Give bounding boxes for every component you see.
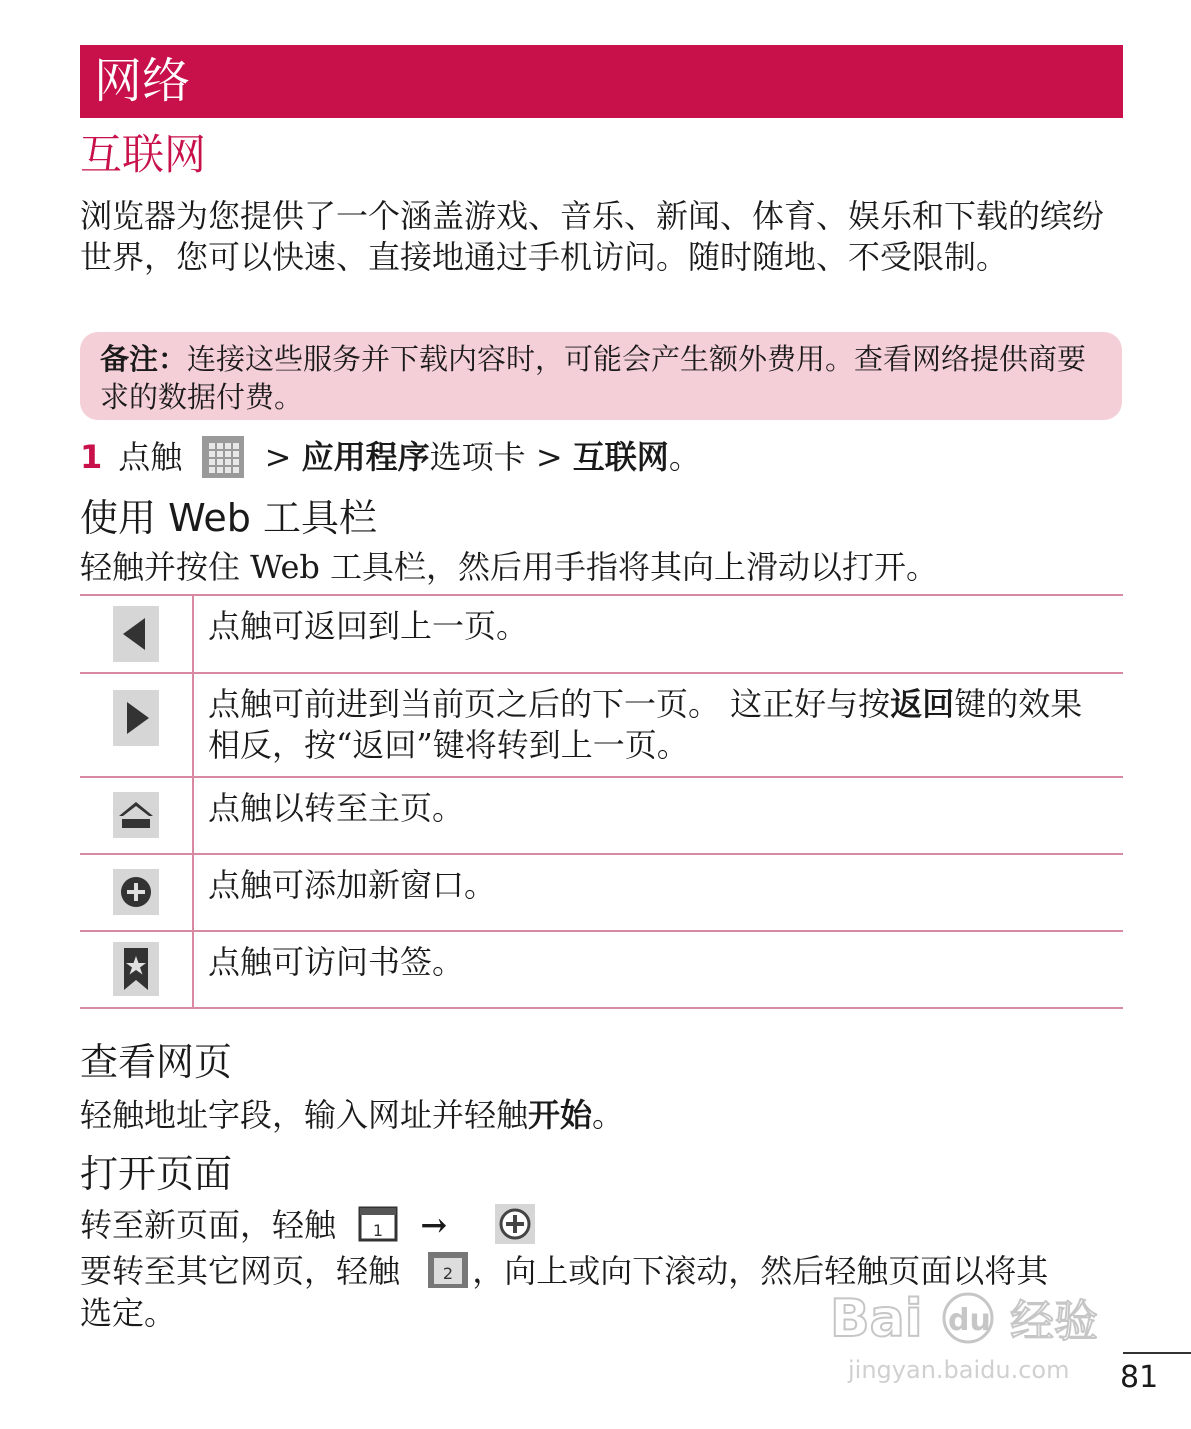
view-heading: 查看网页	[80, 1040, 233, 1084]
open-line-1-text: 转至新页面，轻触	[80, 1206, 337, 1244]
toolbar-heading: 使用 Web 工具栏	[80, 496, 378, 540]
banner-title: 网络	[94, 53, 191, 109]
table-row	[80, 777, 1123, 854]
table-row	[80, 931, 1123, 1008]
view-text-a: 轻触地址字段，输入网址并轻触	[80, 1096, 529, 1134]
note-box	[80, 332, 1122, 420]
open-line-2-text: 要转至其它网页，轻触	[80, 1252, 401, 1290]
forward-arrow-icon	[113, 690, 159, 746]
back-arrow-icon	[113, 606, 159, 662]
table-row	[80, 854, 1123, 931]
bookmark-icon	[113, 942, 159, 996]
row-text: 点触可添加新窗口。	[193, 854, 1123, 931]
step-1	[80, 436, 701, 478]
apps-label: 应用程序	[301, 438, 430, 476]
row-text: 点触以转至主页。	[193, 777, 1123, 854]
step-prefix: 点触	[118, 438, 183, 476]
view-text-b: 。	[592, 1096, 625, 1134]
add-window-icon	[495, 1204, 535, 1244]
step-end: 。	[668, 438, 701, 476]
open-heading: 打开页面	[80, 1152, 233, 1196]
step-number: 1	[80, 438, 103, 476]
row-text: 点触可访问书签。	[193, 931, 1123, 1008]
footer-rule	[1123, 1352, 1191, 1354]
section-title: 互联网	[80, 130, 207, 179]
note-label: 备注：	[100, 342, 188, 376]
open-line-2-text: ，向上或向下滚动，然后轻触页面以将其	[472, 1252, 1049, 1290]
apps-grid-icon	[202, 436, 244, 478]
step-separator: >	[535, 438, 563, 476]
arrow-glyph: →	[420, 1206, 448, 1244]
add-window-icon	[113, 869, 159, 915]
tab-label: 选项卡	[429, 438, 526, 476]
back-key-label: 返回	[890, 685, 955, 723]
windows-icon	[428, 1252, 468, 1288]
toolbar-description: 轻触并按住 Web 工具栏，然后用手指将其向上滑动以打开。	[80, 548, 939, 586]
svg-text:Bai: Bai	[830, 1289, 923, 1349]
view-text	[80, 1094, 624, 1136]
svg-text:经验: 经验	[1010, 1296, 1098, 1347]
step-separator: >	[264, 438, 292, 476]
open-line-3: 选定。	[80, 1294, 177, 1332]
table-row	[80, 673, 1123, 777]
table-row	[80, 595, 1123, 673]
baidu-watermark	[820, 1278, 1120, 1388]
svg-text:jingyan.baidu.com: jingyan.baidu.com	[848, 1356, 1070, 1384]
window-tab-number: 1	[373, 1221, 384, 1240]
row-text: 点触可返回到上一页。	[193, 595, 1123, 673]
toolbar-table	[80, 594, 1123, 1009]
section-banner	[80, 45, 1123, 118]
note-text: 连接这些服务并下载内容时，可能会产生额外费用。查看网络提供商要求的数据付费。	[100, 342, 1087, 414]
internet-label: 互联网	[572, 438, 669, 476]
row-text: 键的效果相反，按“返回”键将转到上一页。	[208, 685, 1083, 764]
go-label: 开始	[528, 1096, 593, 1134]
svg-text:du: du	[948, 1303, 991, 1338]
row-text: 点触可前进到当前页之后的下一页。 这正好与按	[208, 685, 891, 723]
intro-paragraph: 浏览器为您提供了一个涵盖游戏、音乐、新闻、体育、娱乐和下载的缤纷世界，您可以快速、直接地通过手机访问。随时随地、不受限制。	[80, 197, 1105, 276]
page-number: 81	[1120, 1360, 1159, 1395]
window-tab-icon	[358, 1206, 398, 1242]
home-icon	[113, 792, 159, 838]
open-line-1	[80, 1204, 547, 1246]
windows-count: 2	[443, 1264, 454, 1283]
